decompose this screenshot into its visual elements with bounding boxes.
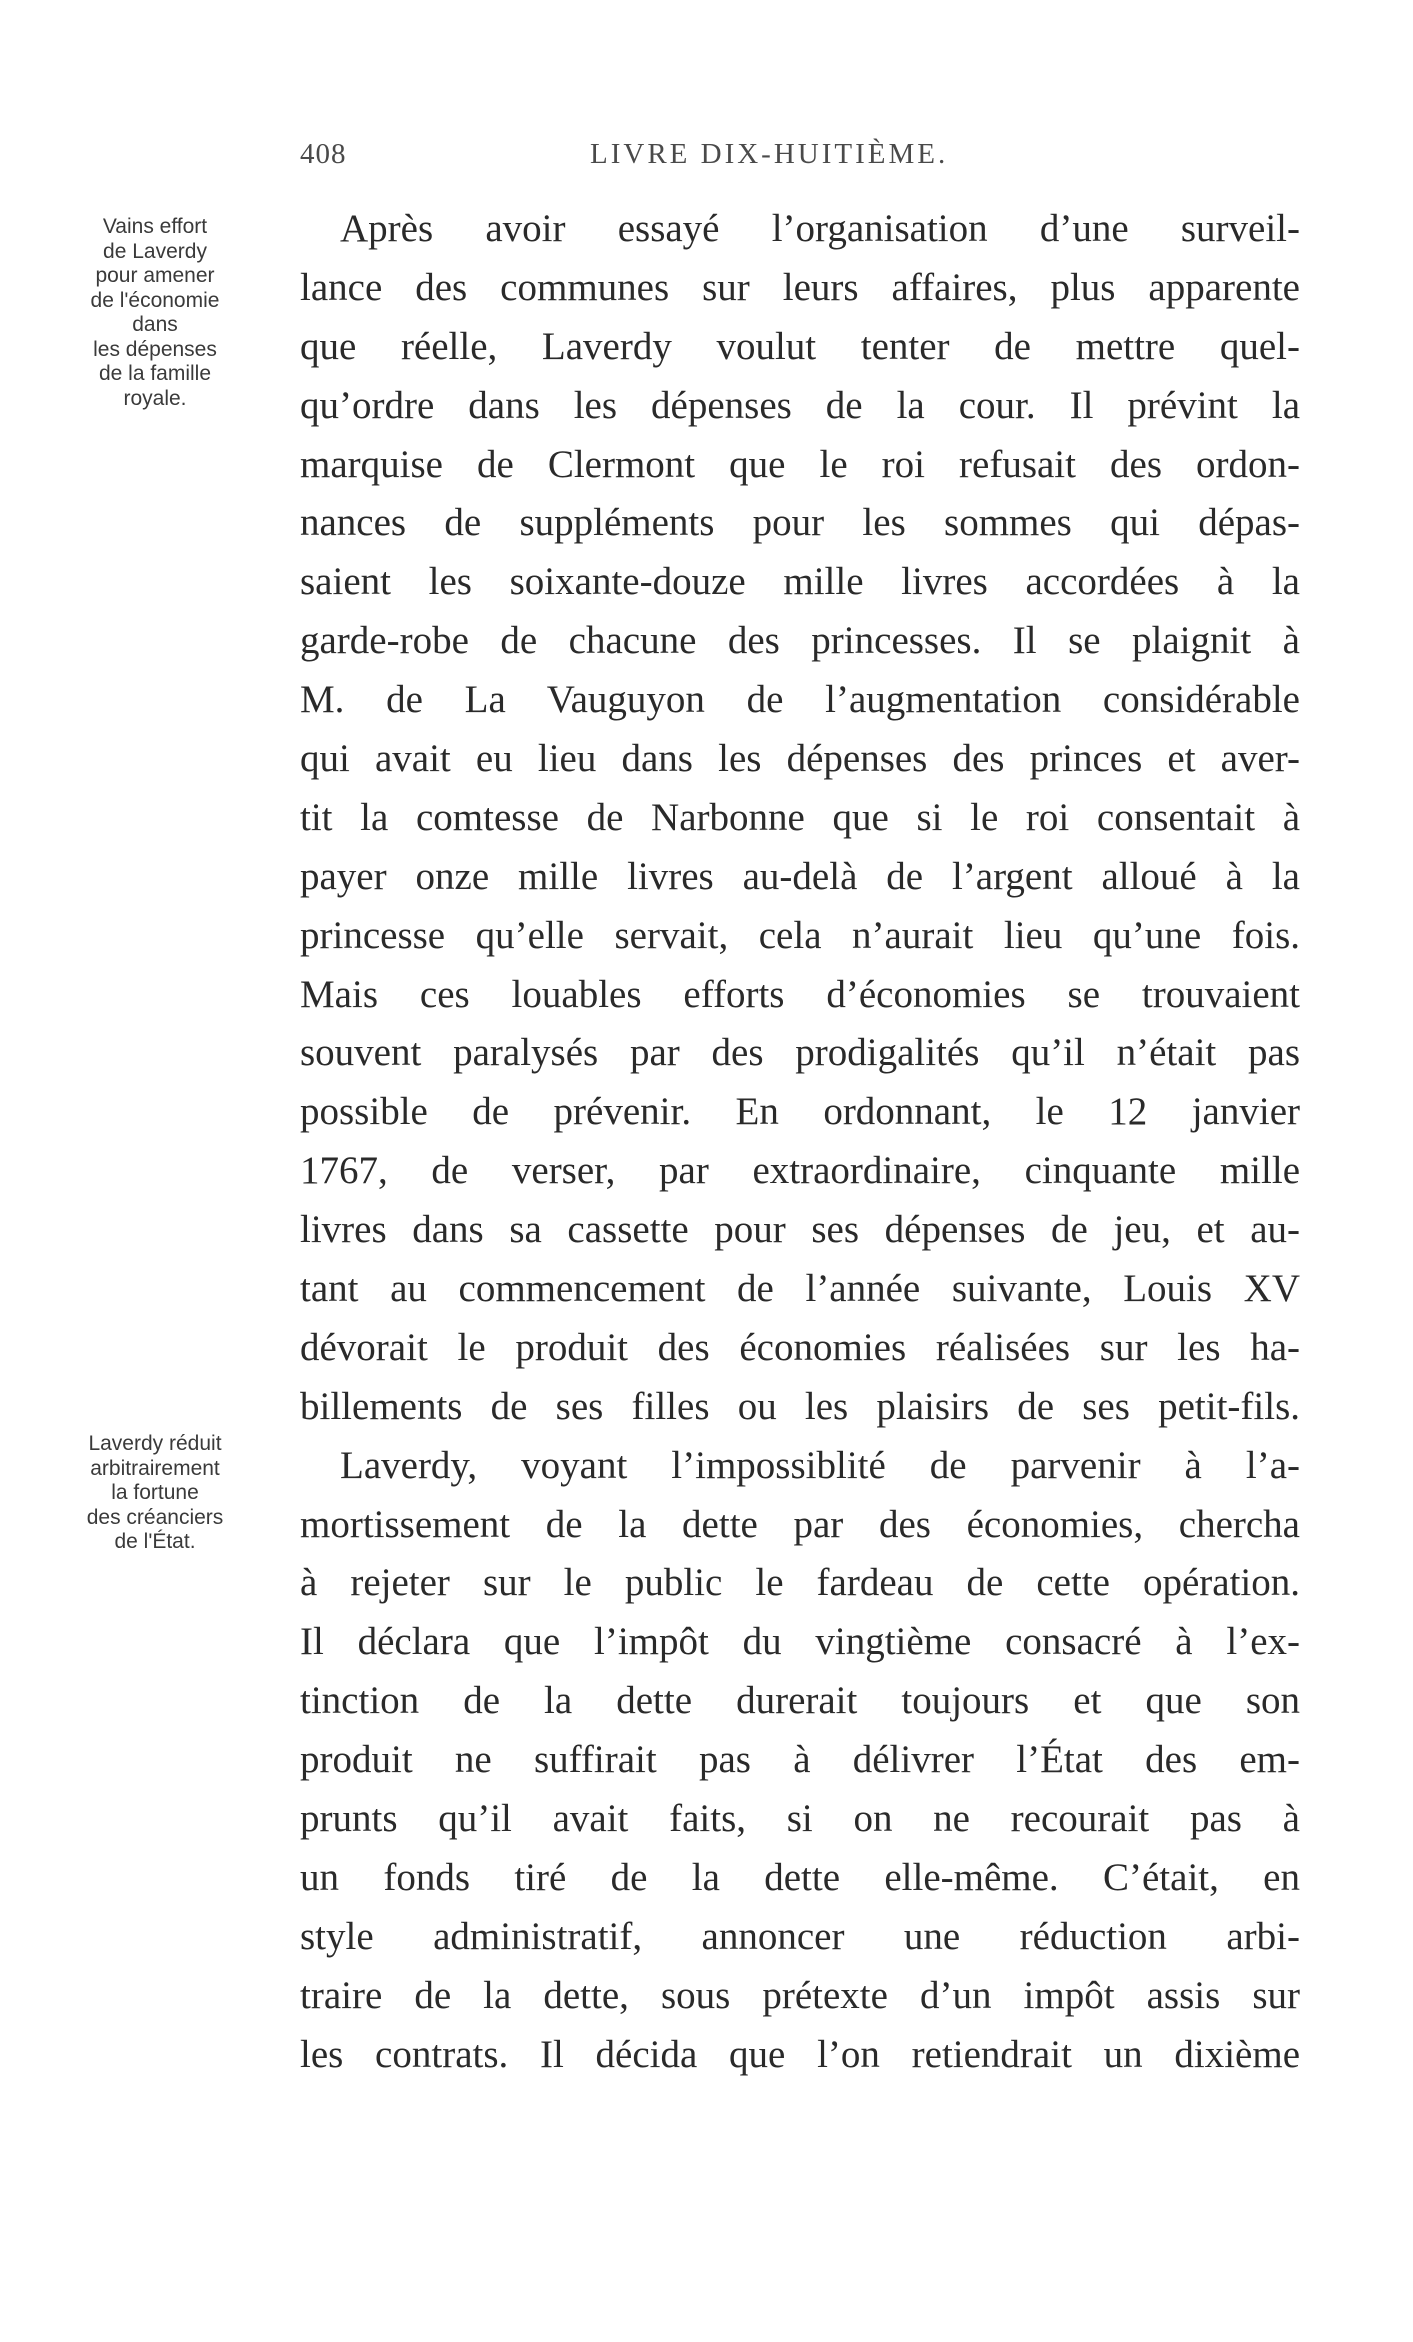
text-line: princesse qu’elle servait, cela n’aurait lieu qu’une fois. [300,913,1300,957]
margin-note-line: la fortune [111,1481,199,1504]
text-line: M. de La Vauguyon de l’augmentation considérable [300,678,1300,722]
text-line: traire de la dette, sous prétexte d’un impôt assis sur [300,1973,1300,2017]
margin-note-line: royale. [123,386,187,410]
text-line: Laverdy, voyant l’impossiblité de parvenir à l’a- [340,1443,1300,1487]
running-title: LIVRE DIX-HUITIÈME. [590,138,949,170]
margin-note-economy [44,215,266,411]
text-line: Après avoir essayé l’organisation d’une surveil- [340,207,1300,250]
text-line: nances de suppléments pour les sommes qui dépas- [300,501,1300,545]
margin-note-line: arbitrairement [90,1456,220,1480]
page-number: 408 [300,138,347,170]
margin-note-line: dans [132,313,178,336]
running-head [300,138,1300,178]
text-line: prunts qu’il avait faits, si on ne recourait pas à [300,1797,1300,1841]
text-line: livres dans sa cassette pour ses dépenses de jeu, et au- [300,1208,1300,1252]
text-line: qu’ordre dans les dépenses de la cour. Il prévint la [300,383,1300,427]
text-line: les contrats. Il décida que l’on retiendrait un dixième [300,2032,1300,2076]
text-line: billements de ses filles ou les plaisirs de ses petit-fils. [300,1384,1300,1428]
margin-note-line: de l'économie [90,288,220,312]
text-line: 1767, de verser, par extraordinaire, cinquante mille [300,1149,1300,1193]
text-line: produit ne suffirait pas à délivrer l’État des em- [300,1738,1300,1782]
text-line: souvent paralysés par des prodigalités qu’il n’était pas [300,1031,1300,1075]
text-line: Il déclara que l’impôt du vingtième consacré à l’ex- [300,1620,1300,1664]
margin-note-line: de l'État. [114,1530,196,1553]
text-line: dévorait le produit des économies réalisées sur les ha- [300,1325,1300,1369]
text-line: saient les soixante-douze mille livres accordées à la [300,560,1300,604]
margin-note-line: Laverdy réduit [88,1432,222,1455]
text-line: que réelle, Laverdy voulut tenter de mettre quel- [300,324,1300,368]
text-line: lance des communes sur leurs affaires, plus apparente [300,265,1300,309]
margin-note-line: des créanciers [86,1505,224,1529]
text-line: Mais ces louables efforts d’économies se trouvaient [300,972,1300,1016]
text-line: tant au commencement de l’année suivante, Louis XV [300,1267,1300,1311]
text-line: style administratif, annoncer une réduction arbi- [300,1914,1300,1958]
text-line: payer onze mille livres au-delà de l’argent alloué à la [300,854,1300,898]
margin-note-line: les dépenses [93,337,217,361]
text-line: à rejeter sur le public le fardeau de cette opération. [300,1561,1300,1605]
text-line: tinction de la dette durerait toujours et que son [300,1679,1300,1723]
margin-note-line: pour amener [95,264,215,287]
margin-note-line: de Laverdy [103,239,207,263]
body-text [300,200,1300,2085]
text-line: tit la comtesse de Narbonne que si le roi consentait à [300,795,1300,839]
text-line: mortissement de la dette par des économies, chercha [300,1502,1300,1546]
text-line: qui avait eu lieu dans les dépenses des princes et aver- [300,737,1300,781]
text-line: garde-robe de chacune des princesses. Il se plaignit à [300,619,1300,663]
margin-note-creditors [44,1432,266,1555]
text-line: possible de prévenir. En ordonnant, le 12 janvier [300,1090,1300,1134]
margin-note-line: de la famille [98,362,212,385]
text-line: marquise de Clermont que le roi refusait des ordon- [300,442,1300,486]
text-line: un fonds tiré de la dette elle-même. C’était, en [300,1855,1300,1899]
margin-note-line: Vains effort [102,215,208,238]
